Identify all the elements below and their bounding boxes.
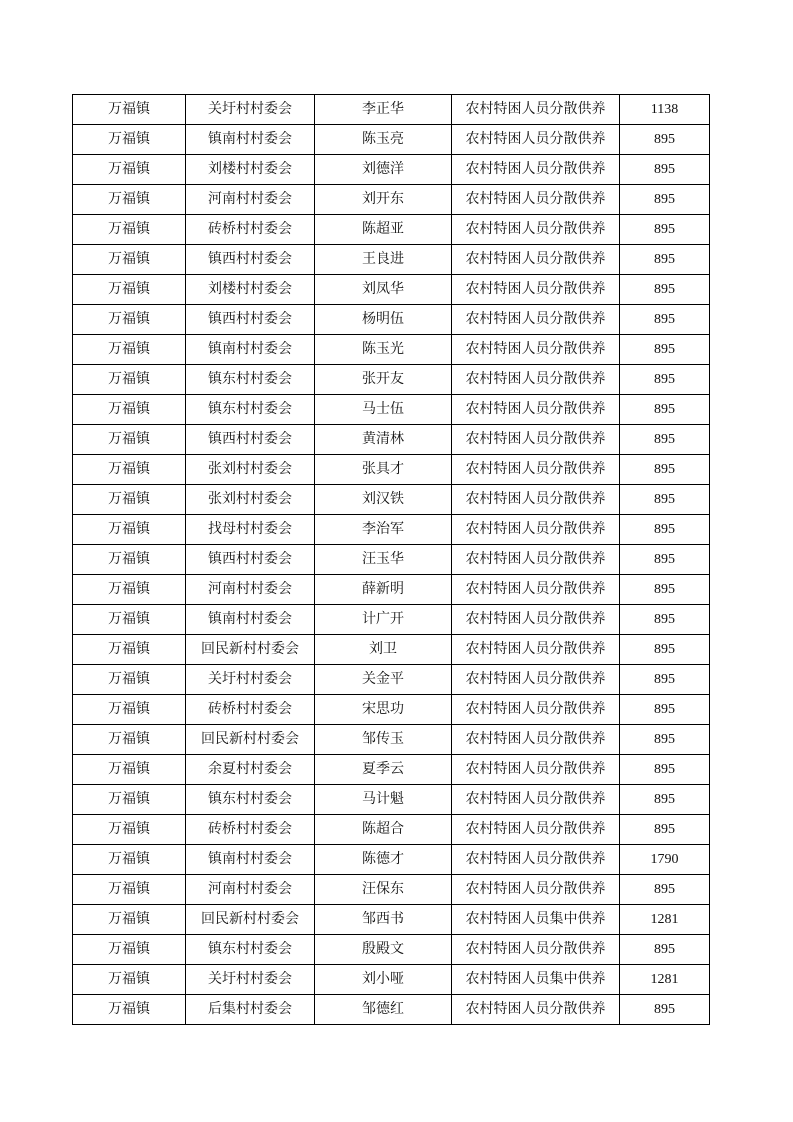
name-cell: 夏季云 bbox=[315, 755, 452, 785]
village-cell: 回民新村村委会 bbox=[186, 725, 315, 755]
table-row bbox=[73, 935, 710, 965]
name-cell: 关金平 bbox=[315, 665, 452, 695]
assistance-type-cell: 农村特困人员分散供养 bbox=[452, 425, 620, 455]
assistance-type-cell: 农村特困人员分散供养 bbox=[452, 845, 620, 875]
amount-cell: 895 bbox=[620, 275, 710, 305]
name-cell: 陈玉亮 bbox=[315, 125, 452, 155]
amount-cell: 895 bbox=[620, 635, 710, 665]
assistance-type-cell: 农村特困人员分散供养 bbox=[452, 215, 620, 245]
town-cell: 万福镇 bbox=[73, 545, 186, 575]
name-cell: 马士伍 bbox=[315, 395, 452, 425]
village-cell: 关圩村村委会 bbox=[186, 95, 315, 125]
town-cell: 万福镇 bbox=[73, 665, 186, 695]
assistance-type-cell: 农村特困人员分散供养 bbox=[452, 605, 620, 635]
table-row bbox=[73, 215, 710, 245]
assistance-type-cell: 农村特困人员分散供养 bbox=[452, 515, 620, 545]
amount-cell: 895 bbox=[620, 245, 710, 275]
village-cell: 镇南村村委会 bbox=[186, 125, 315, 155]
town-cell: 万福镇 bbox=[73, 395, 186, 425]
name-cell: 薛新明 bbox=[315, 575, 452, 605]
village-cell: 张刘村村委会 bbox=[186, 455, 315, 485]
name-cell: 刘开东 bbox=[315, 185, 452, 215]
name-cell: 邹德红 bbox=[315, 995, 452, 1025]
town-cell: 万福镇 bbox=[73, 635, 186, 665]
table-row bbox=[73, 275, 710, 305]
amount-cell: 895 bbox=[620, 125, 710, 155]
name-cell: 刘德洋 bbox=[315, 155, 452, 185]
village-cell: 镇东村村委会 bbox=[186, 395, 315, 425]
town-cell: 万福镇 bbox=[73, 515, 186, 545]
table-row bbox=[73, 185, 710, 215]
town-cell: 万福镇 bbox=[73, 695, 186, 725]
village-cell: 回民新村村委会 bbox=[186, 905, 315, 935]
name-cell: 杨明伍 bbox=[315, 305, 452, 335]
table-row bbox=[73, 605, 710, 635]
town-cell: 万福镇 bbox=[73, 455, 186, 485]
assistance-type-cell: 农村特困人员分散供养 bbox=[452, 815, 620, 845]
village-cell: 余夏村村委会 bbox=[186, 755, 315, 785]
table-row bbox=[73, 485, 710, 515]
town-cell: 万福镇 bbox=[73, 965, 186, 995]
village-cell: 刘楼村村委会 bbox=[186, 155, 315, 185]
name-cell: 邹西书 bbox=[315, 905, 452, 935]
table-row bbox=[73, 515, 710, 545]
town-cell: 万福镇 bbox=[73, 275, 186, 305]
village-cell: 镇东村村委会 bbox=[186, 935, 315, 965]
table-row bbox=[73, 755, 710, 785]
village-cell: 镇西村村委会 bbox=[186, 545, 315, 575]
assistance-type-cell: 农村特困人员分散供养 bbox=[452, 335, 620, 365]
village-cell: 镇西村村委会 bbox=[186, 305, 315, 335]
village-cell: 镇东村村委会 bbox=[186, 785, 315, 815]
town-cell: 万福镇 bbox=[73, 485, 186, 515]
name-cell: 宋思功 bbox=[315, 695, 452, 725]
village-cell: 河南村村委会 bbox=[186, 575, 315, 605]
village-cell: 找母村村委会 bbox=[186, 515, 315, 545]
table-row bbox=[73, 665, 710, 695]
amount-cell: 895 bbox=[620, 515, 710, 545]
town-cell: 万福镇 bbox=[73, 605, 186, 635]
assistance-type-cell: 农村特困人员分散供养 bbox=[452, 455, 620, 485]
table-row bbox=[73, 815, 710, 845]
assistance-type-cell: 农村特困人员分散供养 bbox=[452, 245, 620, 275]
amount-cell: 895 bbox=[620, 305, 710, 335]
amount-cell: 895 bbox=[620, 395, 710, 425]
table-row bbox=[73, 875, 710, 905]
village-cell: 砖桥村村委会 bbox=[186, 695, 315, 725]
assistance-type-cell: 农村特困人员分散供养 bbox=[452, 695, 620, 725]
name-cell: 张开友 bbox=[315, 365, 452, 395]
amount-cell: 895 bbox=[620, 995, 710, 1025]
village-cell: 砖桥村村委会 bbox=[186, 815, 315, 845]
town-cell: 万福镇 bbox=[73, 935, 186, 965]
name-cell: 张具才 bbox=[315, 455, 452, 485]
table-row bbox=[73, 635, 710, 665]
name-cell: 刘卫 bbox=[315, 635, 452, 665]
table-row bbox=[73, 95, 710, 125]
amount-cell: 895 bbox=[620, 935, 710, 965]
table-body bbox=[73, 95, 710, 1025]
amount-cell: 895 bbox=[620, 215, 710, 245]
table-row bbox=[73, 395, 710, 425]
town-cell: 万福镇 bbox=[73, 305, 186, 335]
amount-cell: 895 bbox=[620, 695, 710, 725]
assistance-type-cell: 农村特困人员分散供养 bbox=[452, 125, 620, 155]
table-row bbox=[73, 245, 710, 275]
amount-cell: 895 bbox=[620, 335, 710, 365]
assistance-type-cell: 农村特困人员分散供养 bbox=[452, 665, 620, 695]
village-cell: 河南村村委会 bbox=[186, 875, 315, 905]
name-cell: 李治军 bbox=[315, 515, 452, 545]
assistance-type-cell: 农村特困人员分散供养 bbox=[452, 185, 620, 215]
table-row bbox=[73, 335, 710, 365]
amount-cell: 895 bbox=[620, 605, 710, 635]
assistance-type-cell: 农村特困人员分散供养 bbox=[452, 395, 620, 425]
table-row bbox=[73, 845, 710, 875]
amount-cell: 895 bbox=[620, 485, 710, 515]
table-row bbox=[73, 365, 710, 395]
town-cell: 万福镇 bbox=[73, 215, 186, 245]
village-cell: 镇东村村委会 bbox=[186, 365, 315, 395]
assistance-type-cell: 农村特困人员分散供养 bbox=[452, 725, 620, 755]
assistance-type-cell: 农村特困人员分散供养 bbox=[452, 365, 620, 395]
village-cell: 刘楼村村委会 bbox=[186, 275, 315, 305]
amount-cell: 1281 bbox=[620, 965, 710, 995]
table-row bbox=[73, 305, 710, 335]
assistance-type-cell: 农村特困人员分散供养 bbox=[452, 875, 620, 905]
amount-cell: 895 bbox=[620, 725, 710, 755]
town-cell: 万福镇 bbox=[73, 845, 186, 875]
village-cell: 后集村村委会 bbox=[186, 995, 315, 1025]
table-row bbox=[73, 695, 710, 725]
town-cell: 万福镇 bbox=[73, 155, 186, 185]
assistance-type-cell: 农村特困人员分散供养 bbox=[452, 155, 620, 185]
village-cell: 张刘村村委会 bbox=[186, 485, 315, 515]
assistance-type-cell: 农村特困人员分散供养 bbox=[452, 305, 620, 335]
town-cell: 万福镇 bbox=[73, 335, 186, 365]
town-cell: 万福镇 bbox=[73, 425, 186, 455]
beneficiary-table bbox=[72, 94, 710, 1025]
amount-cell: 895 bbox=[620, 665, 710, 695]
village-cell: 回民新村村委会 bbox=[186, 635, 315, 665]
village-cell: 镇西村村委会 bbox=[186, 245, 315, 275]
name-cell: 刘小哑 bbox=[315, 965, 452, 995]
amount-cell: 1790 bbox=[620, 845, 710, 875]
amount-cell: 1138 bbox=[620, 95, 710, 125]
table-row bbox=[73, 455, 710, 485]
town-cell: 万福镇 bbox=[73, 875, 186, 905]
name-cell: 汪保东 bbox=[315, 875, 452, 905]
name-cell: 马计魁 bbox=[315, 785, 452, 815]
assistance-type-cell: 农村特困人员分散供养 bbox=[452, 995, 620, 1025]
assistance-type-cell: 农村特困人员集中供养 bbox=[452, 965, 620, 995]
name-cell: 刘凤华 bbox=[315, 275, 452, 305]
town-cell: 万福镇 bbox=[73, 755, 186, 785]
assistance-type-cell: 农村特困人员分散供养 bbox=[452, 545, 620, 575]
village-cell: 镇南村村委会 bbox=[186, 845, 315, 875]
assistance-type-cell: 农村特困人员分散供养 bbox=[452, 575, 620, 605]
town-cell: 万福镇 bbox=[73, 185, 186, 215]
table-row bbox=[73, 725, 710, 755]
town-cell: 万福镇 bbox=[73, 575, 186, 605]
name-cell: 陈超合 bbox=[315, 815, 452, 845]
town-cell: 万福镇 bbox=[73, 365, 186, 395]
assistance-type-cell: 农村特困人员集中供养 bbox=[452, 905, 620, 935]
assistance-type-cell: 农村特困人员分散供养 bbox=[452, 785, 620, 815]
name-cell: 汪玉华 bbox=[315, 545, 452, 575]
town-cell: 万福镇 bbox=[73, 905, 186, 935]
assistance-type-cell: 农村特困人员分散供养 bbox=[452, 935, 620, 965]
table-row bbox=[73, 965, 710, 995]
town-cell: 万福镇 bbox=[73, 95, 186, 125]
table-row bbox=[73, 425, 710, 455]
town-cell: 万福镇 bbox=[73, 725, 186, 755]
amount-cell: 895 bbox=[620, 875, 710, 905]
name-cell: 陈玉光 bbox=[315, 335, 452, 365]
name-cell: 陈德才 bbox=[315, 845, 452, 875]
town-cell: 万福镇 bbox=[73, 125, 186, 155]
amount-cell: 895 bbox=[620, 185, 710, 215]
name-cell: 陈超亚 bbox=[315, 215, 452, 245]
table-row bbox=[73, 125, 710, 155]
name-cell: 刘汉铁 bbox=[315, 485, 452, 515]
table-row bbox=[73, 155, 710, 185]
amount-cell: 895 bbox=[620, 425, 710, 455]
amount-cell: 895 bbox=[620, 365, 710, 395]
amount-cell: 895 bbox=[620, 455, 710, 485]
amount-cell: 895 bbox=[620, 785, 710, 815]
village-cell: 关圩村村委会 bbox=[186, 665, 315, 695]
town-cell: 万福镇 bbox=[73, 815, 186, 845]
table-row bbox=[73, 575, 710, 605]
name-cell: 殷殿文 bbox=[315, 935, 452, 965]
village-cell: 镇南村村委会 bbox=[186, 335, 315, 365]
name-cell: 王良进 bbox=[315, 245, 452, 275]
table-row bbox=[73, 995, 710, 1025]
assistance-type-cell: 农村特困人员分散供养 bbox=[452, 95, 620, 125]
town-cell: 万福镇 bbox=[73, 785, 186, 815]
name-cell: 计广开 bbox=[315, 605, 452, 635]
amount-cell: 895 bbox=[620, 545, 710, 575]
amount-cell: 895 bbox=[620, 155, 710, 185]
table-row bbox=[73, 545, 710, 575]
amount-cell: 895 bbox=[620, 815, 710, 845]
assistance-type-cell: 农村特困人员分散供养 bbox=[452, 275, 620, 305]
village-cell: 河南村村委会 bbox=[186, 185, 315, 215]
village-cell: 关圩村村委会 bbox=[186, 965, 315, 995]
village-cell: 砖桥村村委会 bbox=[186, 215, 315, 245]
name-cell: 邹传玉 bbox=[315, 725, 452, 755]
assistance-type-cell: 农村特困人员分散供养 bbox=[452, 755, 620, 785]
name-cell: 李正华 bbox=[315, 95, 452, 125]
assistance-type-cell: 农村特困人员分散供养 bbox=[452, 635, 620, 665]
table-row bbox=[73, 785, 710, 815]
amount-cell: 895 bbox=[620, 575, 710, 605]
table-row bbox=[73, 905, 710, 935]
name-cell: 黄清林 bbox=[315, 425, 452, 455]
village-cell: 镇西村村委会 bbox=[186, 425, 315, 455]
assistance-type-cell: 农村特困人员分散供养 bbox=[452, 485, 620, 515]
amount-cell: 895 bbox=[620, 755, 710, 785]
town-cell: 万福镇 bbox=[73, 995, 186, 1025]
village-cell: 镇南村村委会 bbox=[186, 605, 315, 635]
town-cell: 万福镇 bbox=[73, 245, 186, 275]
amount-cell: 1281 bbox=[620, 905, 710, 935]
